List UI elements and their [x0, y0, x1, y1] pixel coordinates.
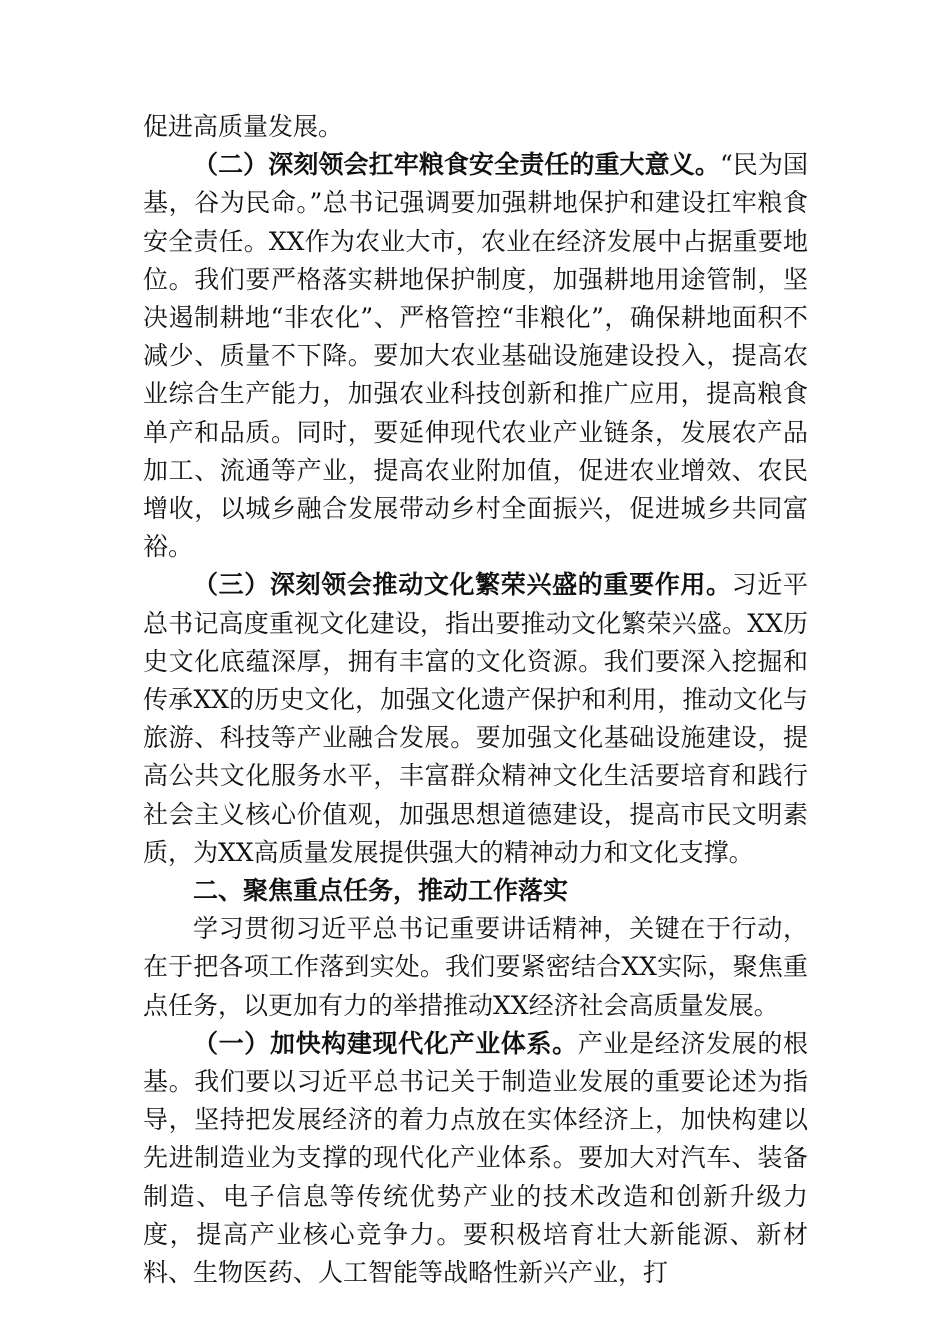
paragraph-lead: （一）加快构建现代化产业体系。 — [193, 1028, 578, 1058]
paragraph-text: “民为国基，谷为民命。”总书记强调要加强耕地保护和建设扛牢粮食安全责任。XX作为农业大市，农业在经济发展中占据重要地位。我们要严格落实耕地保护制度，加强耕地用途管制，坚决遏制耕地“非农化”、严格管控“非粮化”，确保耕地面积不减少、质量不下降。要加大农业基础设施建设投入，提高农业综合生产能力，加强农业科技创新和推广应用，提高粮食单产和品质。同时，要延伸现代农业产业链条，发展农产品加工、流通等产业，提高农业附加值，促进农业增效、农民增收，以城乡融合发展带动乡村全面振兴，促进城乡共同富裕。 — [143, 150, 808, 562]
paragraph-continuation — [143, 108, 808, 146]
paragraph-lead: （三）深刻领会推动文化繁荣兴盛的重要作用。 — [193, 570, 732, 600]
paragraph-text: 产业是经济发展的根基。我们要以习近平总书记关于制造业发展的重要论述为指导，坚持把发展经济的着力点放在实体经济上，加快构建以先进制造业为支撑的现代化产业体系。要加大对汽车、装备制造、电子信息等传统优势产业的技术改造和创新升级力度，提高产业核心竞争力。要积极培育壮大新能源、新材料、生物医药、人工智能等战略性新兴产业，打 — [143, 1028, 808, 1288]
paragraph-text: 促进高质量发展。 — [143, 112, 344, 141]
section-heading: 二、聚焦重点任务，推动工作落实 — [193, 876, 569, 906]
paragraph-industry — [143, 1025, 808, 1292]
paragraph-intro — [143, 910, 808, 1025]
paragraph-text: 学习贯彻习近平总书记重要讲话精神，关键在于行动，在于把各项工作落到实处。我们要紧密结合XX实际，聚焦重点任务，以更加有力的举措推动XX经济社会高质量发展。 — [143, 914, 808, 1020]
paragraph-food-security — [143, 146, 808, 566]
paragraph-text: 习近平总书记高度重视文化建设，指出要推动文化繁荣兴盛。XX历史文化底蕴深厚，拥有丰富的文化资源。我们要深入挖掘和传承XX的历史文化，加强文化遗产保护和利用，推动文化与旅游、科技等产业融合发展。要加强文化基础设施建设，提高公共文化服务水平，丰富群众精神文化生活要培育和践行社会主义核心价值观，加强思想道德建设，提高市民文明素质，为XX高质量发展提供强大的精神动力和文化支撑。 — [143, 570, 808, 867]
document-body — [143, 108, 808, 1292]
paragraph-culture — [143, 566, 808, 872]
paragraph-lead: （二）深刻领会扛牢粮食安全责任的重大意义。 — [193, 150, 720, 180]
